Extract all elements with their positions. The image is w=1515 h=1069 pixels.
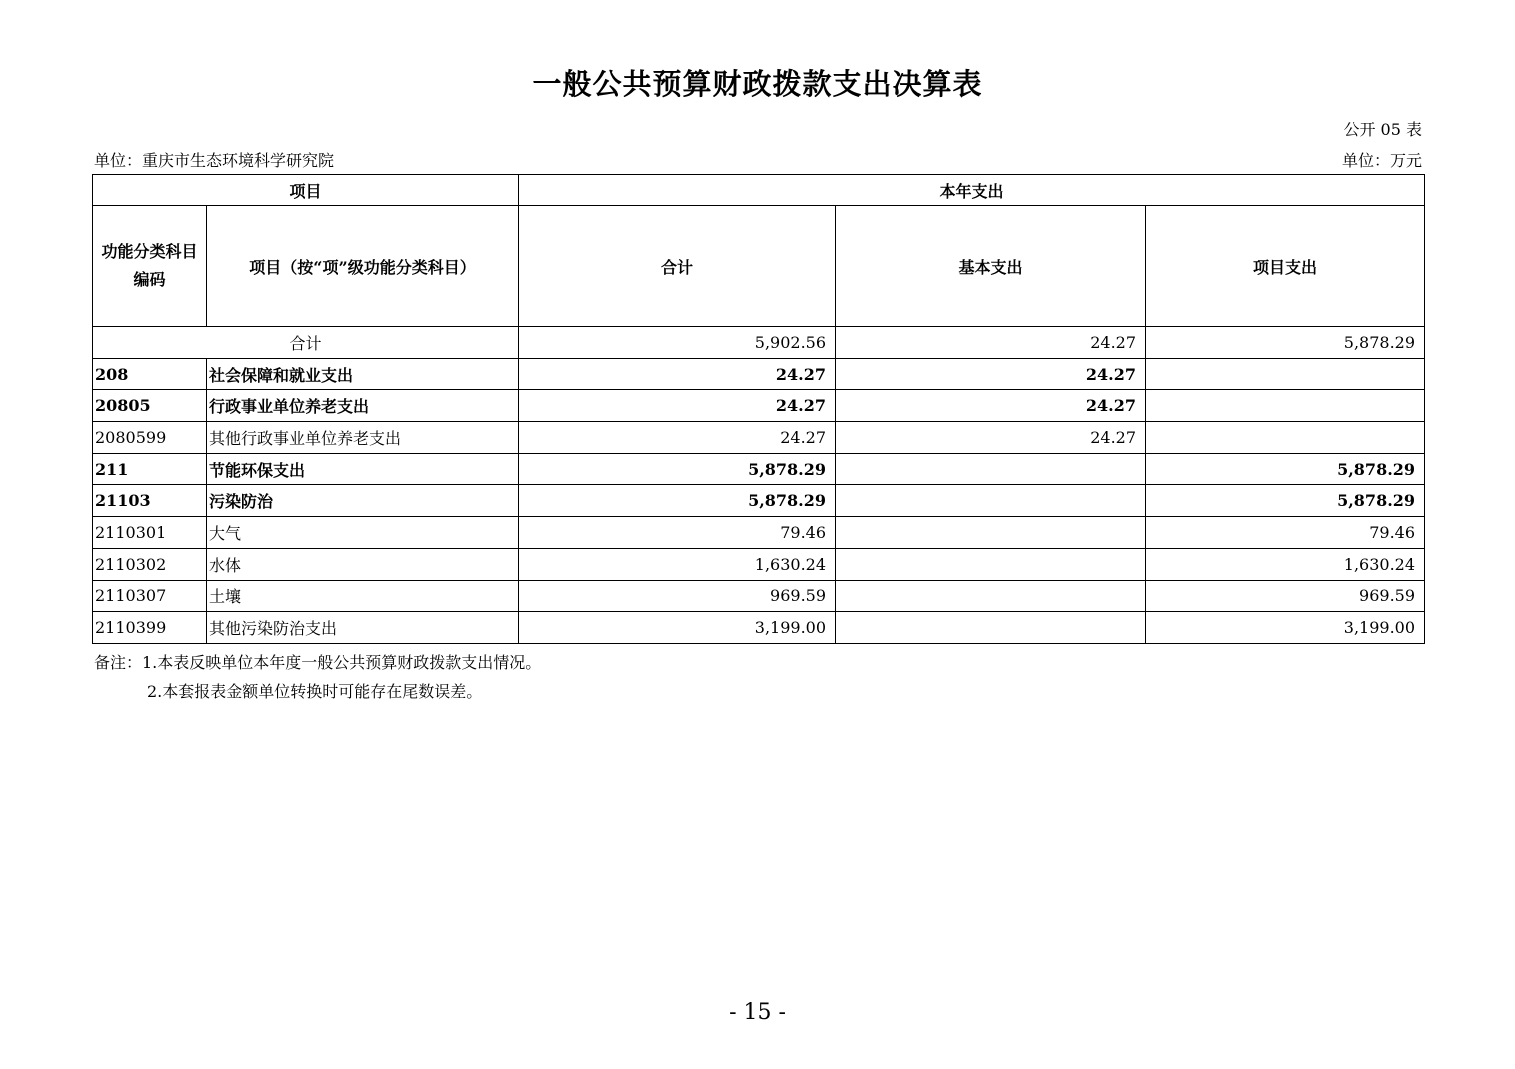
currency-unit: 单位：万元 bbox=[1341, 151, 1422, 170]
row-name: 土壤 bbox=[207, 580, 519, 612]
row-name: 水体 bbox=[207, 548, 519, 580]
row-name: 节能环保支出 bbox=[207, 453, 519, 485]
form-number: 公开 05 表 bbox=[1343, 120, 1422, 139]
row-name: 其他污染防治支出 bbox=[207, 612, 519, 644]
total-basic: 24.27 bbox=[836, 327, 1146, 359]
row-total: 24.27 bbox=[519, 422, 836, 454]
row-total: 5,878.29 bbox=[519, 453, 836, 485]
row-basic bbox=[836, 548, 1146, 580]
row-project: 5,878.29 bbox=[1146, 485, 1425, 517]
total-project: 5,878.29 bbox=[1146, 327, 1425, 359]
row-basic: 24.27 bbox=[836, 422, 1146, 454]
note-1: 备注：1.本表反映单位本年度一般公共预算财政拨款支出情况。 bbox=[94, 653, 542, 672]
header-row-1 bbox=[93, 175, 1425, 206]
row-project: 79.46 bbox=[1146, 517, 1425, 549]
row-project bbox=[1146, 390, 1425, 422]
row-basic bbox=[836, 517, 1146, 549]
table-row bbox=[93, 358, 1425, 390]
row-total: 1,630.24 bbox=[519, 548, 836, 580]
header-current-year: 本年支出 bbox=[519, 175, 1425, 206]
row-code: 211 bbox=[93, 453, 207, 485]
table-row bbox=[93, 580, 1425, 612]
notes bbox=[94, 648, 541, 706]
expenditure-table bbox=[92, 174, 1425, 644]
row-total: 969.59 bbox=[519, 580, 836, 612]
row-code: 20805 bbox=[93, 390, 207, 422]
row-total: 24.27 bbox=[519, 390, 836, 422]
header-item: 项目 bbox=[93, 175, 519, 206]
row-basic bbox=[836, 453, 1146, 485]
row-project: 969.59 bbox=[1146, 580, 1425, 612]
row-code: 2080599 bbox=[93, 422, 207, 454]
row-total: 3,199.00 bbox=[519, 612, 836, 644]
row-code: 2110302 bbox=[93, 548, 207, 580]
page-number: - 15 - bbox=[729, 1000, 786, 1025]
table-row bbox=[93, 422, 1425, 454]
table-row bbox=[93, 485, 1425, 517]
row-basic: 24.27 bbox=[836, 390, 1146, 422]
row-total: 5,878.29 bbox=[519, 485, 836, 517]
row-basic bbox=[836, 580, 1146, 612]
table-row bbox=[93, 517, 1425, 549]
row-code: 21103 bbox=[93, 485, 207, 517]
row-code: 208 bbox=[93, 358, 207, 390]
table-row bbox=[93, 390, 1425, 422]
total-row bbox=[93, 327, 1425, 359]
header-project: 项目支出 bbox=[1146, 206, 1425, 327]
header-row-2 bbox=[93, 206, 1425, 327]
page-title: 一般公共预算财政拨款支出决算表 bbox=[532, 67, 983, 101]
row-project bbox=[1146, 422, 1425, 454]
row-code: 2110301 bbox=[93, 517, 207, 549]
note-2: 2.本套报表金额单位转换时可能存在尾数误差。 bbox=[147, 682, 483, 701]
row-code: 2110399 bbox=[93, 612, 207, 644]
row-name: 行政事业单位养老支出 bbox=[207, 390, 519, 422]
row-code: 2110307 bbox=[93, 580, 207, 612]
row-project: 1,630.24 bbox=[1146, 548, 1425, 580]
header-total: 合计 bbox=[519, 206, 836, 327]
row-basic bbox=[836, 612, 1146, 644]
header-item-name: 项目（按“项”级功能分类科目） bbox=[207, 206, 519, 327]
row-name: 大气 bbox=[207, 517, 519, 549]
reporting-unit: 单位：重庆市生态环境科学研究院 bbox=[94, 151, 335, 170]
row-name: 社会保障和就业支出 bbox=[207, 358, 519, 390]
row-total: 79.46 bbox=[519, 517, 836, 549]
header-code: 功能分类科目编码 bbox=[93, 206, 207, 327]
header-basic: 基本支出 bbox=[836, 206, 1146, 327]
row-project bbox=[1146, 358, 1425, 390]
row-name: 其他行政事业单位养老支出 bbox=[207, 422, 519, 454]
row-total: 24.27 bbox=[519, 358, 836, 390]
table-row bbox=[93, 612, 1425, 644]
table-row bbox=[93, 453, 1425, 485]
row-basic: 24.27 bbox=[836, 358, 1146, 390]
total-amount: 5,902.56 bbox=[519, 327, 836, 359]
row-project: 3,199.00 bbox=[1146, 612, 1425, 644]
total-label: 合计 bbox=[93, 327, 519, 359]
row-project: 5,878.29 bbox=[1146, 453, 1425, 485]
row-basic bbox=[836, 485, 1146, 517]
table-row bbox=[93, 548, 1425, 580]
row-name: 污染防治 bbox=[207, 485, 519, 517]
